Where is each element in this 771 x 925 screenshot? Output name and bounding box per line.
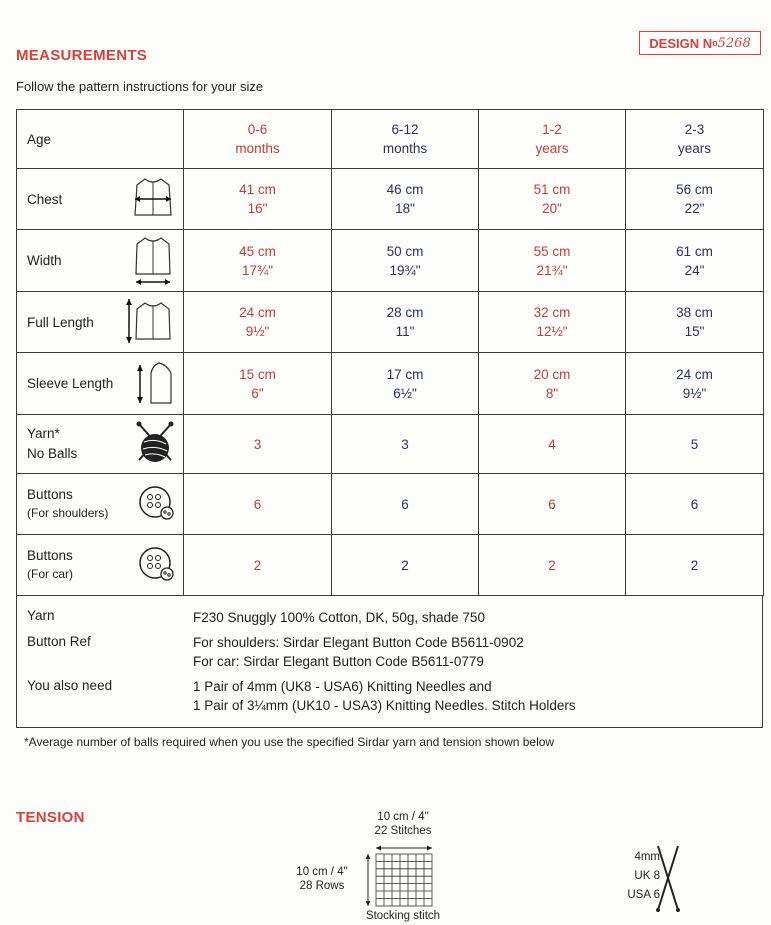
value-cell: 17 cm 6½": [332, 353, 479, 415]
button-icon: [137, 484, 177, 524]
row-label: Width: [27, 253, 62, 268]
value-cell: 2: [332, 535, 479, 596]
value-cell: 28 cm 11": [332, 292, 479, 353]
value-cell: 15 cm 6": [184, 353, 332, 415]
value-cell: 46 cm 18": [332, 169, 479, 230]
knitting-needles-icon: [652, 842, 684, 914]
value-cell: 3: [332, 415, 479, 474]
button-ref-value: For shoulders: Sirdar Elegant Button Code B5611-0902 For car: Sirdar Elegant Button Code B5611-0779: [193, 635, 524, 669]
design-o: o: [712, 38, 718, 48]
chest-measure-icon: [129, 173, 177, 225]
yarn-value: F230 Snuggly 100% Cotton, DK, 50g, shade 750: [193, 610, 485, 625]
measurements-title: MEASUREMENTS: [16, 47, 148, 64]
tension-title: TENSION: [16, 809, 85, 826]
button-ref-label: Button Ref: [27, 634, 91, 649]
size-header: 1-2 years: [479, 110, 626, 169]
value-cell: 2: [184, 535, 332, 596]
sleeve-measure-icon: [135, 357, 177, 411]
also-need-value: 1 Pair of 4mm (UK8 - USA6) Knitting Needles and 1 Pair of 3¼mm (UK10 - USA3) Knitting Needles. Stitch Holders: [193, 679, 576, 713]
rows-label: 10 cm / 4" 28 Rows: [296, 866, 348, 892]
table-row-buttons-shoulders: [17, 474, 764, 535]
value-cell: 4: [479, 415, 626, 474]
size-header: 2-3 years: [626, 110, 764, 169]
button-icon: [137, 545, 177, 585]
value-cell: 24 cm 9½": [626, 353, 764, 415]
intro-text: Follow the pattern instructions for your size: [16, 79, 264, 94]
value-cell: 2: [626, 535, 764, 596]
table-row-yarn: [17, 415, 764, 474]
value-cell: 32 cm 12½": [479, 292, 626, 353]
tension-grid-icon: [362, 842, 438, 908]
row-sublabel: No Balls: [27, 446, 78, 461]
value-cell: 6: [184, 474, 332, 535]
design-number-badge: [639, 31, 761, 55]
size-header: 0-6 months: [184, 110, 332, 169]
needle-info: 4mm UK 8 USA 6: [627, 851, 660, 901]
stitches-label: 10 cm / 4" 22 Stitches: [374, 811, 432, 837]
row-label: Age: [17, 110, 184, 169]
value-cell: 50 cm 19¾": [332, 230, 479, 292]
length-measure-icon: [123, 295, 177, 349]
table-row-chest: [17, 169, 764, 230]
row-label: Full Length: [27, 314, 94, 330]
value-cell: 2: [479, 535, 626, 596]
size-header: 6-12 months: [332, 110, 479, 169]
footnote: *Average number of balls required when you use the specified Sirdar yarn and tension shown below: [24, 735, 555, 749]
width-measure-icon: [129, 234, 177, 288]
row-label: Buttons: [27, 487, 73, 502]
table-row-age: [17, 110, 764, 169]
value-cell: 45 cm 17¾": [184, 230, 332, 292]
stocking-stitch-caption: Stocking stitch: [365, 910, 441, 922]
yarn-label: Yarn: [27, 608, 55, 623]
row-sublabel: (For shoulders): [27, 506, 109, 520]
materials-box: [16, 596, 763, 728]
value-cell: 6: [479, 474, 626, 535]
row-sublabel: (For car): [27, 567, 73, 581]
row-label: Buttons: [27, 548, 73, 563]
value-cell: 20 cm 8": [479, 353, 626, 415]
design-prefix: DESIGN N: [649, 35, 713, 51]
table-row-buttons-car: [17, 535, 764, 596]
value-cell: 5: [626, 415, 764, 474]
table-row-full-length: [17, 292, 764, 353]
row-label: Yarn*: [27, 426, 60, 441]
row-label: Sleeve Length: [27, 376, 114, 391]
row-label: Chest: [27, 191, 63, 207]
table-row-width: [17, 230, 764, 292]
also-need-label: You also need: [27, 678, 113, 693]
value-cell: 38 cm 15": [626, 292, 764, 353]
value-cell: 24 cm 9½": [184, 292, 332, 353]
value-cell: 61 cm 24": [626, 230, 764, 292]
value-cell: 6: [626, 474, 764, 535]
value-cell: 41 cm 16": [184, 169, 332, 230]
yarn-ball-icon: [133, 420, 177, 468]
value-cell: 3: [184, 415, 332, 474]
value-cell: 51 cm 20": [479, 169, 626, 230]
design-number: 5268: [717, 35, 751, 51]
value-cell: 55 cm 21¾": [479, 230, 626, 292]
table-row-sleeve-length: [17, 353, 764, 415]
value-cell: 6: [332, 474, 479, 535]
value-cell: 56 cm 22": [626, 169, 764, 230]
measurements-table: [16, 109, 764, 596]
